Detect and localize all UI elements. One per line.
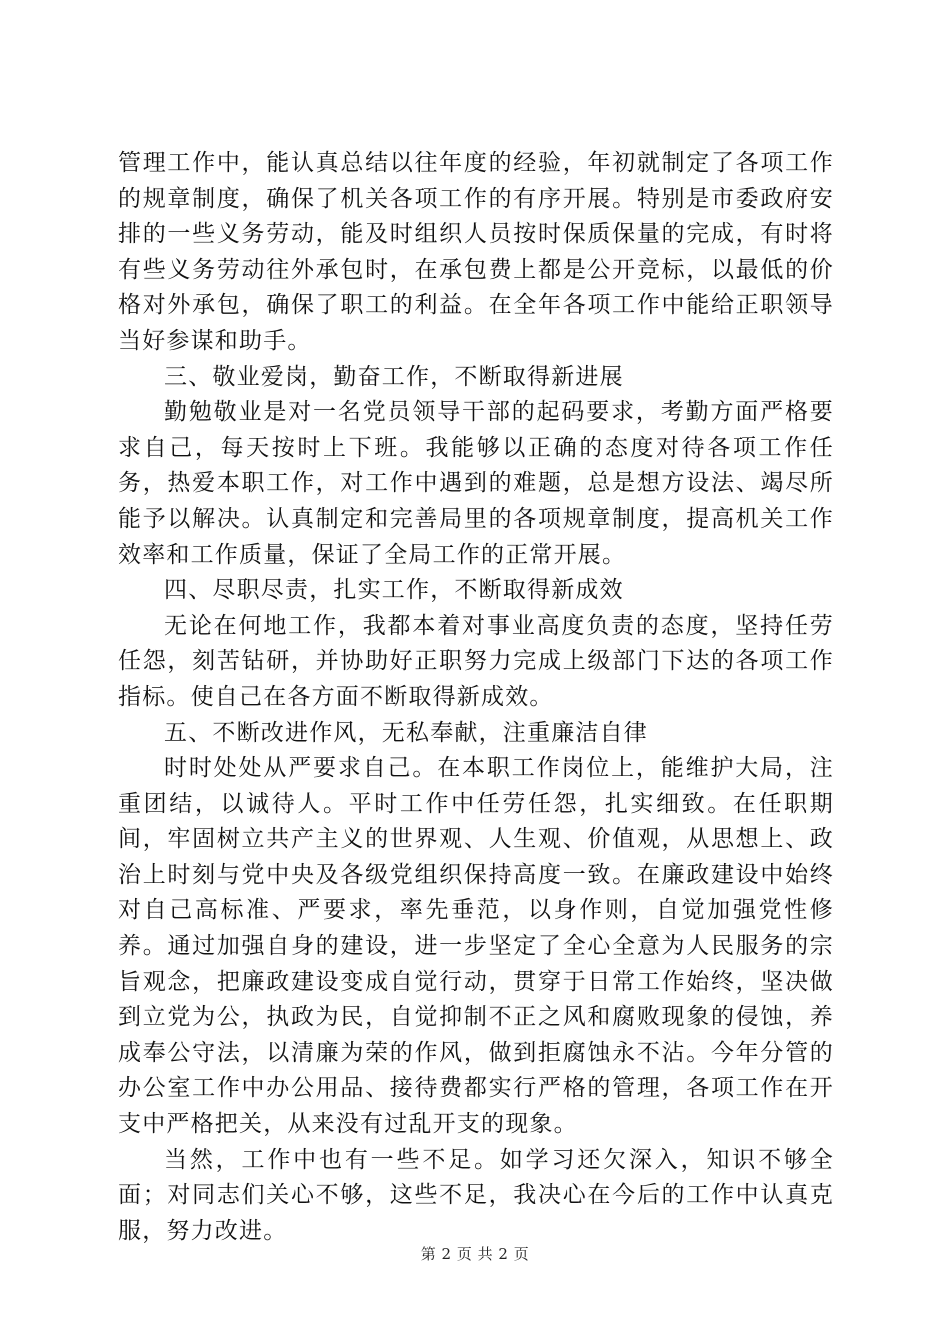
document-body	[118, 146, 834, 1249]
paragraph-responsibility: 无论在何地工作，我都本着对事业高度负责的态度，坚持任劳任怨，刻苦钻研，并协助好正职努力完成上级部门下达的各项工作指标。使自己在各方面不断取得新成效。	[118, 612, 834, 710]
section-heading-5: 五、不断改进作风，无私奉献，注重廉洁自律	[164, 719, 648, 746]
section-heading-4: 四、尽职尽责，扎实工作，不断取得新成效	[164, 577, 624, 604]
page-number-footer: 第 2 页 共 2 页	[420, 1245, 530, 1263]
paragraph-continuation: 管理工作中，能认真总结以往年度的经验，年初就制定了各项工作的规章制度，确保了机关各项工作的有序开展。特别是市委政府安排的一些义务劳动，能及时组织人员按时保质保量的完成，有时将有些义务劳动往外承包时，在承包费上都是公开竞标，以最低的价格对外承包，确保了职工的利益。在全年各项工作中能给正职领导当好参谋和助手。	[118, 150, 834, 354]
section-heading-3: 三、敬业爱岗，勤奋工作，不断取得新进展	[164, 363, 624, 390]
paragraph-shortcomings: 当然，工作中也有一些不足。如学习还欠深入，知识不够全面；对同志们关心不够，这些不足，我决心在今后的工作中认真克服，努力改进。	[118, 1146, 834, 1244]
paragraph-dedication: 勤勉敬业是对一名党员领导干部的起码要求，考勤方面严格要求自己，每天按时上下班。我能够以正确的态度对待各项工作任务，热爱本职工作，对工作中遇到的难题，总是想方设法、竭尽所能予以解决。认真制定和完善局里的各项规章制度，提高机关工作效率和工作质量，保证了全局工作的正常开展。	[118, 399, 834, 568]
paragraph-integrity: 时时处处从严要求自己。在本职工作岗位上，能维护大局，注重团结，以诚待人。平时工作中任劳任怨，扎实细致。在任职期间，牢固树立共产主义的世界观、人生观、价值观，从思想上、政治上时刻与党中央及各级党组织保持高度一致。在廉政建设中始终对自己高标准、严要求，率先垂范，以身作则，自觉加强党性修养。通过加强自身的建设，进一步坚定了全心全意为人民服务的宗旨观念，把廉政建设变成自觉行动，贯穿于日常工作始终，坚决做到立党为公，执政为民，自觉抑制不正之风和腐败现象的侵蚀，养成奉公守法，以清廉为荣的作风，做到拒腐蚀永不沾。今年分管的办公室工作中办公用品、接待费都实行严格的管理，各项工作在开支中严格把关，从来没有过乱开支的现象。	[118, 755, 834, 1138]
